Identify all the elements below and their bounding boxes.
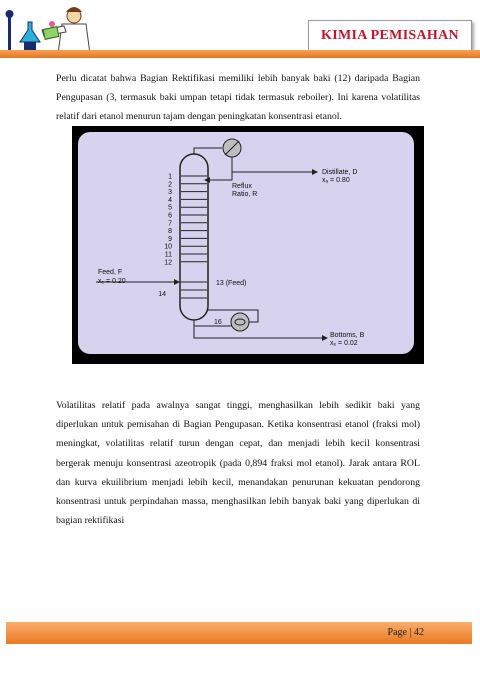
reboiler-label: 16	[214, 319, 222, 326]
bottoms-label: Bottoms, B	[330, 332, 365, 339]
body-paragraph-2: Volatilitas relatif pada awalnya sangat tinggi, menghasilkan lebih sedikit baki yang diperlukan untuk pemisahan di Bagian Pengupasan. Ketika konsentrasi etanol (fraksi mol) meningkat, volatilitas relatif turun dengan cepat, dan menjadi lebih kecil konsentrasi bergerak menuju konsentrasi azeotropik (pada 0,894 fraksi mol etanol). Jarak antara ROL dan kurva ekuilibrium menjadi lebih kecil, menandakan penurunan kekuatan pendorong konsentrasi untuk perpindahan massa, menghasilkan lebih banyak baki yang diperlukan di bagian rektifikasi	[56, 400, 420, 527]
tray-14-label: 14	[158, 291, 166, 298]
footer-bar	[6, 622, 472, 644]
tray-number-label: 9	[168, 235, 172, 243]
page-header	[0, 0, 480, 60]
tray-number-label: 4	[168, 196, 172, 204]
tray-number-label: 12	[164, 259, 172, 267]
reboiler-icon	[231, 313, 249, 331]
body-paragraph-1: Perlu dicatat bahwa Bagian Rektifikasi memiliki lebih banyak baki (12) daripada Bagian Pengupasan (3, termasuk baki umpan tetapi tidak termasuk reboiler). Ini karena volatilitas relatif dari etanol menurun tajam dengan peningkatan konsentrasi etanol.	[56, 73, 420, 122]
tray-lines	[181, 176, 207, 298]
distillate-label: Distillate, D	[322, 169, 358, 176]
distillation-column-figure	[72, 126, 424, 364]
reflux-label-1: Reflux	[232, 183, 252, 190]
tray-number-label: 3	[168, 189, 172, 197]
tray-labels	[164, 174, 172, 267]
tray-number-label: 7	[168, 220, 172, 228]
bottoms-composition: xₑ = 0.02	[330, 340, 358, 347]
page-number: Page | 42	[387, 627, 424, 638]
reboiler-return-line	[194, 320, 232, 326]
feed-composition: xₑ = 0.20	[98, 278, 126, 285]
distillation-column-diagram	[72, 126, 424, 364]
tray-number-label: 8	[168, 228, 172, 236]
condenser-outlet-line	[232, 157, 312, 172]
feed-tray-label: 13 (Feed)	[216, 280, 247, 287]
feed-label: Feed, F	[98, 269, 123, 276]
tray-number-label: 10	[164, 243, 172, 251]
tray-number-label: 2	[168, 181, 172, 189]
bottoms-line	[194, 326, 322, 338]
distillate-composition: xₐ = 0.80	[322, 177, 350, 184]
column-shell	[180, 154, 208, 320]
tray-number-label: 6	[168, 212, 172, 220]
document-title-box	[308, 20, 472, 52]
tray-number-label: 11	[164, 251, 172, 259]
tray-number-label: 1	[168, 173, 172, 181]
overhead-vapor-line	[194, 148, 222, 154]
reflux-label-2: Ratio, R	[232, 191, 258, 198]
reflux-line	[208, 172, 232, 180]
document-title: KIMIA PEMISAHAN	[321, 28, 459, 43]
header-divider-bar	[0, 50, 480, 58]
tray-number-label: 5	[168, 204, 172, 212]
